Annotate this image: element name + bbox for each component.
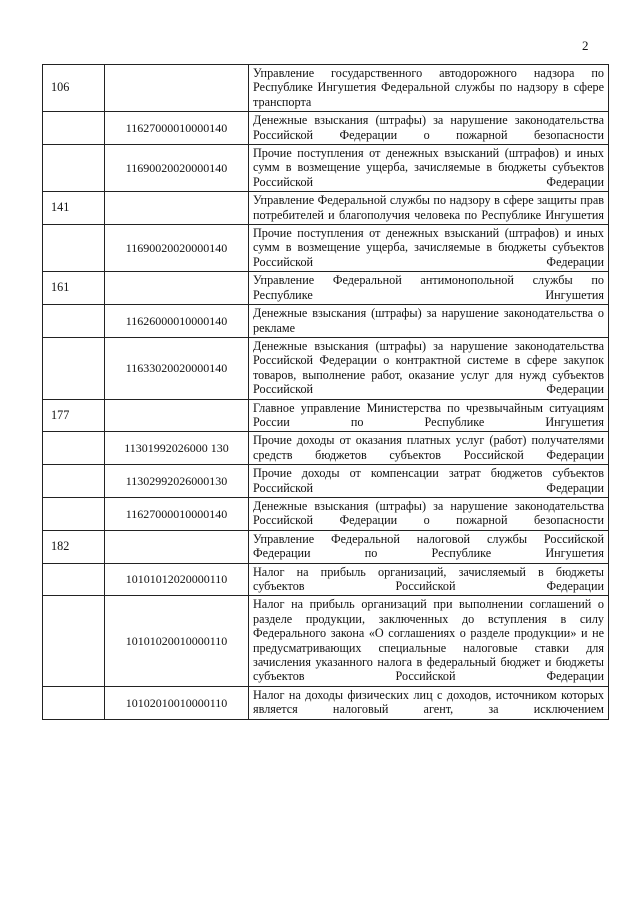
revenue-code-cell: 11627000010000140 xyxy=(105,112,249,145)
table-row xyxy=(43,337,609,399)
description-cell: Денежные взыскания (штрафы) за нарушение законодательства Российской Федерации о пожарной безопасности xyxy=(249,112,609,145)
description-cell: Денежные взыскания (штрафы) за нарушение законодательства о рекламе xyxy=(249,305,609,338)
table-row xyxy=(43,432,609,465)
admin-code-cell: 161 xyxy=(43,272,105,305)
revenue-code-cell: 11633020020000140 xyxy=(105,337,249,399)
admin-code-cell xyxy=(43,225,105,272)
table-row xyxy=(43,145,609,192)
description-cell: Управление Федеральной налоговой службы Российской Федерации по Республике Ингушетия xyxy=(249,530,609,563)
revenue-code-cell: 10101020010000110 xyxy=(105,596,249,686)
description-cell: Управление Федеральной антимонопольной службы по Республике Ингушетия xyxy=(249,272,609,305)
revenue-code-cell: 11627000010000140 xyxy=(105,497,249,530)
admin-code-cell xyxy=(43,305,105,338)
table-row xyxy=(43,272,609,305)
admin-code-cell: 141 xyxy=(43,192,105,225)
table-row xyxy=(43,305,609,338)
table-row xyxy=(43,497,609,530)
revenue-codes-table xyxy=(42,64,609,720)
revenue-code-cell xyxy=(105,65,249,112)
table-row xyxy=(43,65,609,112)
table-row xyxy=(43,596,609,686)
description-cell: Управление государственного автодорожного надзора по Республике Ингушетия Федеральной службы по надзору в сфере транспорта xyxy=(249,65,609,112)
revenue-code-cell: 11690020020000140 xyxy=(105,225,249,272)
description-cell: Прочие поступления от денежных взысканий (штрафов) и иных сумм в возмещение ущерба, зачисляемые в бюджеты субъектов Российской Федерации xyxy=(249,225,609,272)
revenue-code-cell xyxy=(105,399,249,432)
admin-code-cell xyxy=(43,432,105,465)
admin-code-cell: 106 xyxy=(43,65,105,112)
table-row xyxy=(43,530,609,563)
revenue-code-cell: 11690020020000140 xyxy=(105,145,249,192)
table-row xyxy=(43,192,609,225)
description-cell: Налог на прибыль организаций, зачисляемый в бюджеты субъектов Российской Федерации xyxy=(249,563,609,596)
table-row xyxy=(43,686,609,719)
revenue-code-cell: 11302992026000130 xyxy=(105,465,249,498)
admin-code-cell xyxy=(43,112,105,145)
revenue-code-cell xyxy=(105,192,249,225)
admin-code-cell xyxy=(43,563,105,596)
table-row xyxy=(43,399,609,432)
description-cell: Главное управление Министерства по чрезвычайным ситуациям России по Республике Ингушетия xyxy=(249,399,609,432)
revenue-code-cell: 11626000010000140 xyxy=(105,305,249,338)
description-cell: Денежные взыскания (штрафы) за нарушение законодательства Российской Федерации о пожарной безопасности xyxy=(249,497,609,530)
description-cell: Прочие доходы от оказания платных услуг (работ) получателями средств бюджетов субъектов Российской Федерации xyxy=(249,432,609,465)
admin-code-cell xyxy=(43,686,105,719)
admin-code-cell xyxy=(43,337,105,399)
table-row xyxy=(43,563,609,596)
admin-code-cell xyxy=(43,497,105,530)
description-cell: Денежные взыскания (штрафы) за нарушение законодательства Российской Федерации о контрактной системе в сфере закупок товаров, выполнение работ, оказание услуг для нужд субъектов Российской Федерации xyxy=(249,337,609,399)
admin-code-cell: 182 xyxy=(43,530,105,563)
admin-code-cell xyxy=(43,465,105,498)
revenue-code-cell xyxy=(105,272,249,305)
revenue-code-cell: 10101012020000110 xyxy=(105,563,249,596)
admin-code-cell: 177 xyxy=(43,399,105,432)
page-number: 2 xyxy=(582,38,589,53)
description-cell: Прочие доходы от компенсации затрат бюджетов субъектов Российской Федерации xyxy=(249,465,609,498)
admin-code-cell xyxy=(43,596,105,686)
revenue-code-cell: 11301992026000 130 xyxy=(105,432,249,465)
table-row xyxy=(43,225,609,272)
table-row xyxy=(43,112,609,145)
revenue-code-cell xyxy=(105,530,249,563)
revenue-code-cell: 10102010010000110 xyxy=(105,686,249,719)
description-cell: Налог на прибыль организаций при выполнении соглашений о разделе продукции, заключенных до вступления в силу Федерального закона «О соглашениях о разделе продукции» и не предусматривающих специальные налоговые ставки для зачисления указанного налога в федеральный бюджет и бюджеты субъектов Российской Федерации xyxy=(249,596,609,686)
table-row xyxy=(43,465,609,498)
admin-code-cell xyxy=(43,145,105,192)
description-cell: Налог на доходы физических лиц с доходов, источником которых является налоговый агент, за исключением xyxy=(249,686,609,719)
description-cell: Прочие поступления от денежных взысканий (штрафов) и иных сумм в возмещение ущерба, зачисляемые в бюджеты субъектов Российской Федерации xyxy=(249,145,609,192)
description-cell: Управление Федеральной службы по надзору в сфере защиты прав потребителей и благополучия человека по Республике Ингушетия xyxy=(249,192,609,225)
